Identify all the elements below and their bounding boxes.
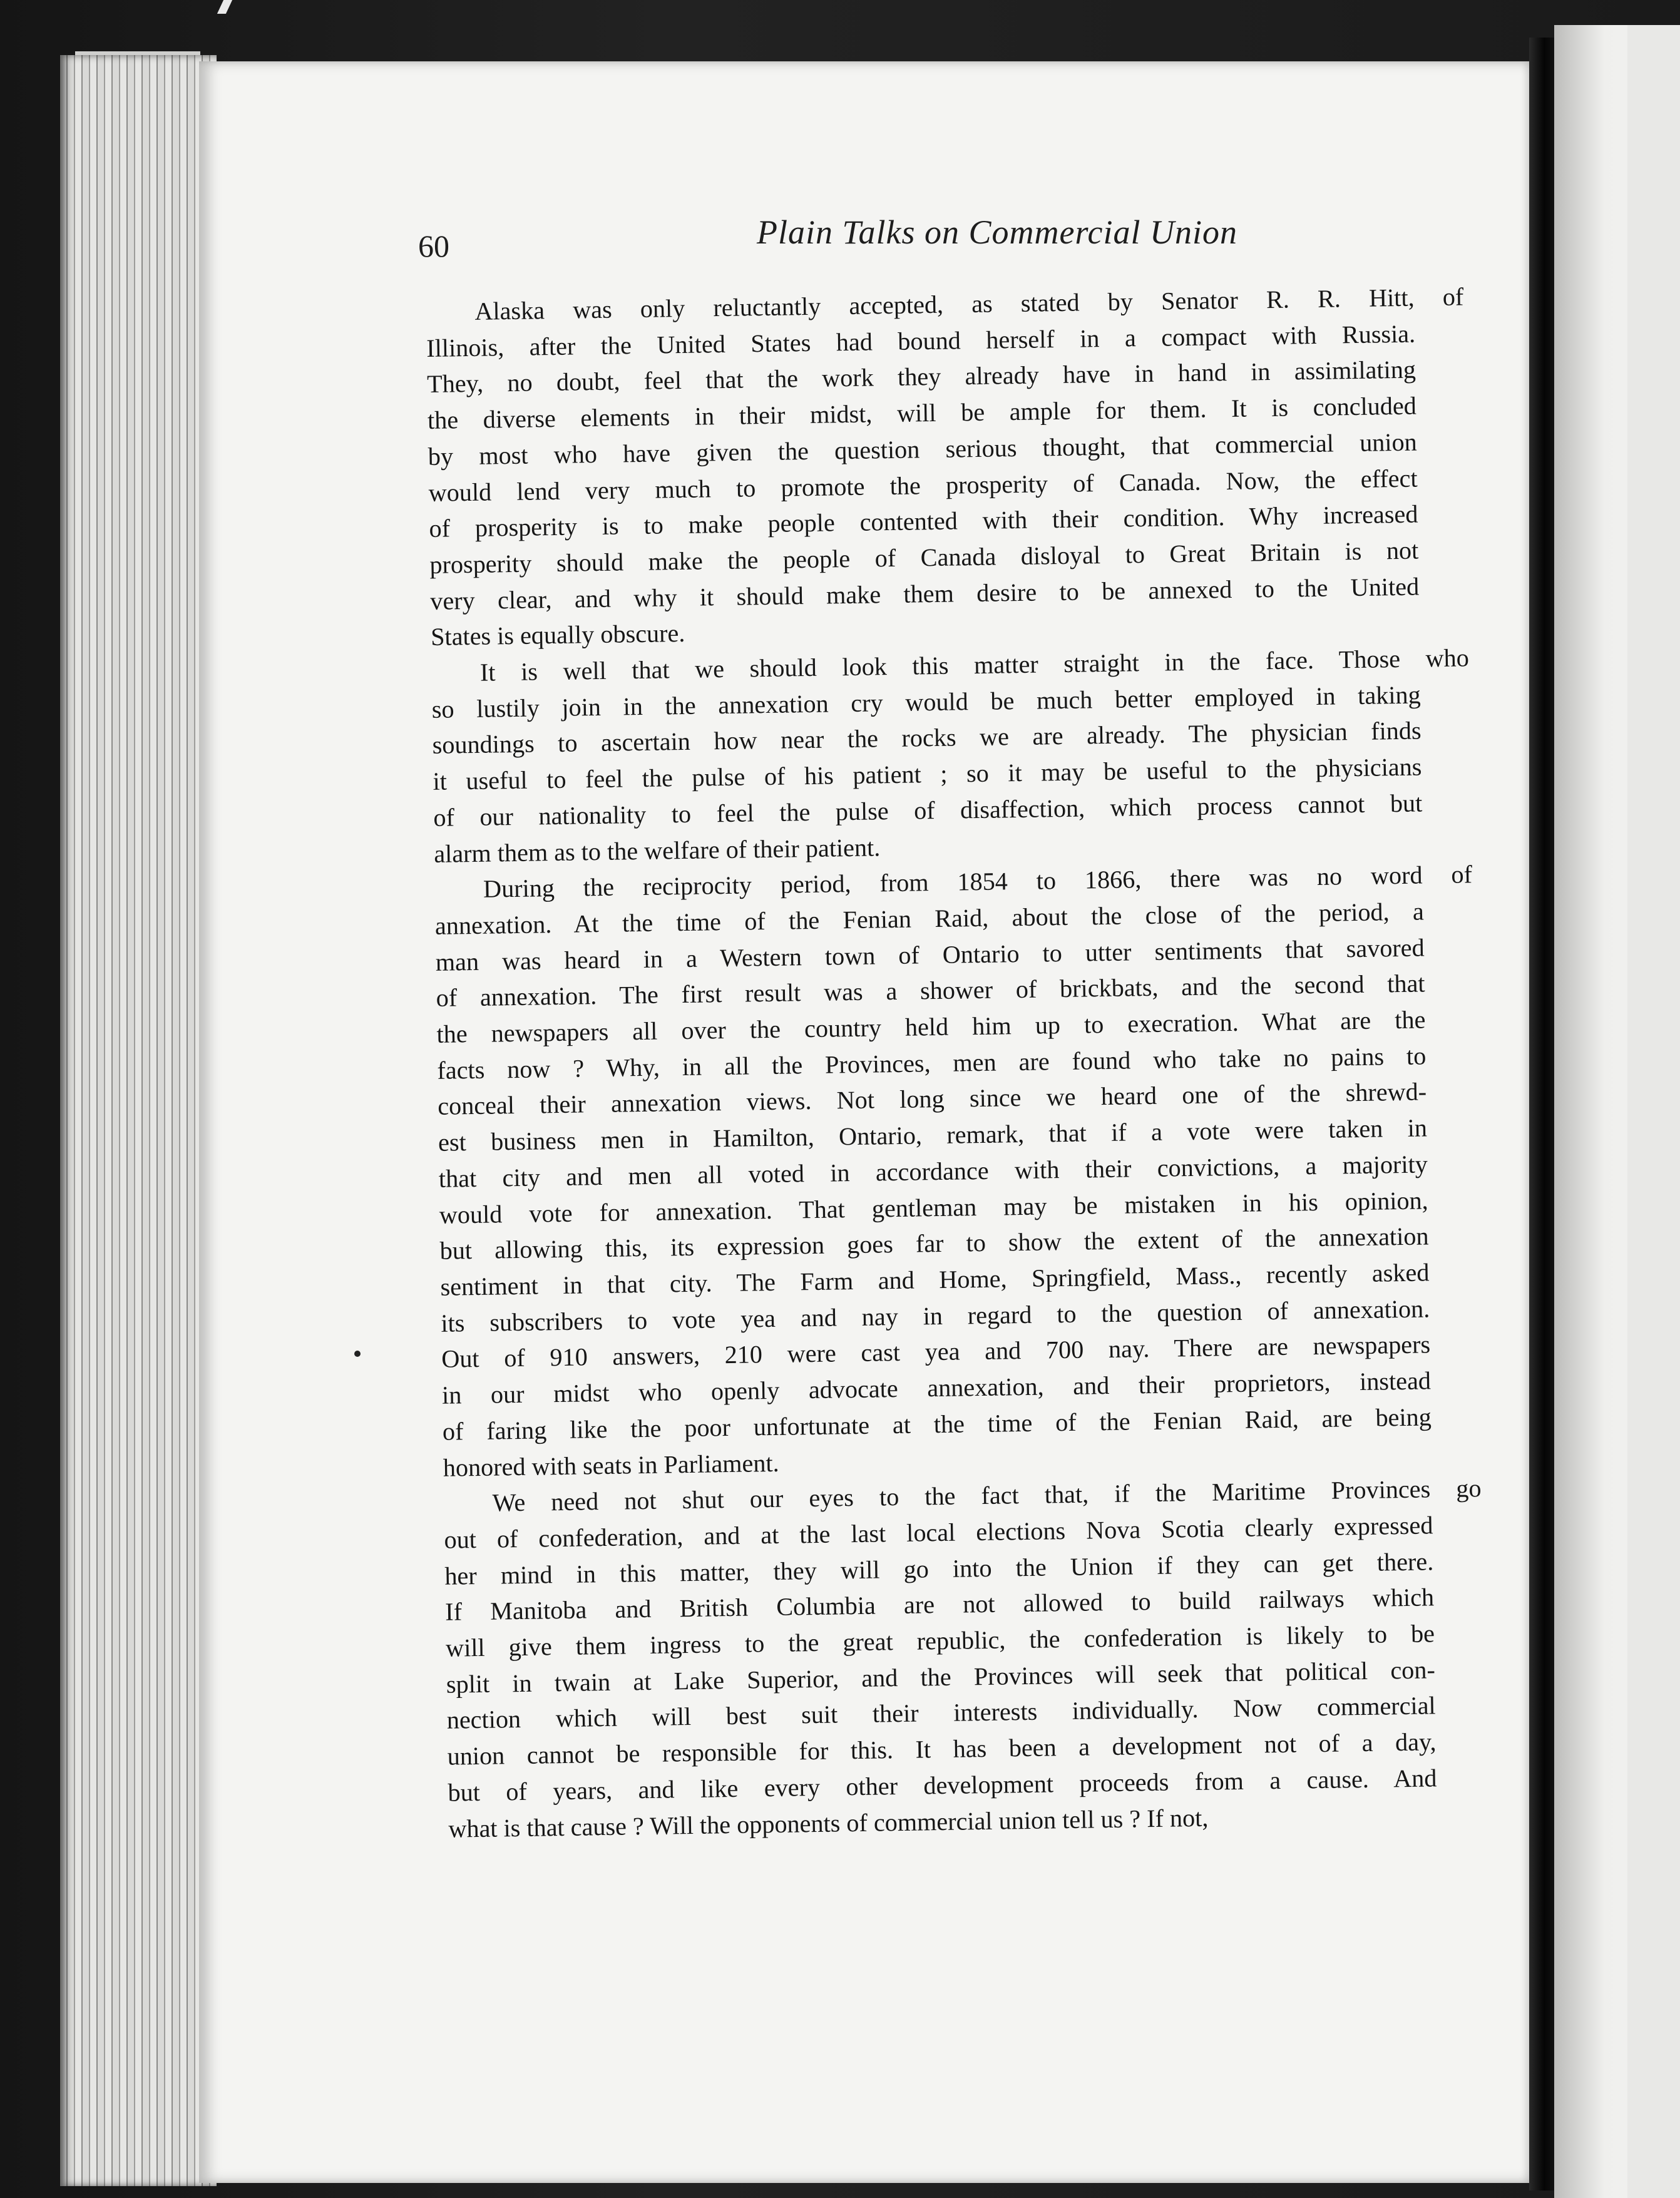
- text-line: of prosperity is to make people contented with their condition. Why increased: [429, 499, 1418, 543]
- text-line: prosperity should make the people of Canada disloyal to Great Britain is not: [429, 536, 1419, 579]
- text-line: of faring like the poor unfortunate at the time of the Fenian Raid, are being: [442, 1403, 1432, 1446]
- text-line: nection which will best suit their interests individually. Now commercial: [446, 1691, 1436, 1735]
- book-gutter: [1529, 38, 1554, 2190]
- text-line: Alaska was only reluctantly accepted, as stated by Senator R. R. Hitt, of: [474, 282, 1464, 325]
- text-line: During the reciprocity period, from 1854 to 1866, there was no word of: [483, 860, 1473, 903]
- text-line: of our nationality to feel the pulse of disaffection, which process cannot but: [433, 789, 1423, 832]
- text-line: of annexation. The first result was a shower of brickbats, and the second that: [436, 969, 1425, 1013]
- book-page-edges: [60, 55, 217, 2186]
- text-line: the diverse elements in their midst, will be ample for them. It is concluded: [427, 391, 1417, 435]
- text-line: union cannot be responsible for this. It has been a development not of a day,: [447, 1727, 1437, 1771]
- text-line: honored with seats in Parliament.: [443, 1448, 779, 1482]
- text-line: annexation. At the time of the Fenian Raid, about the close of the period, a: [434, 897, 1425, 940]
- text-line: alarm them as to the welfare of their patient.: [433, 832, 881, 868]
- text-line: States is equally obscure.: [430, 619, 685, 652]
- text-line: man was heard in a Western town of Ontario to utter sentiments that savored: [435, 933, 1425, 976]
- text-line: Illinois, after the United States had bound herself in a compact with Russia.: [426, 319, 1416, 362]
- text-line: it useful to feel the pulse of his patient ; so it may be useful to the physicians: [433, 752, 1422, 796]
- paragraph: [431, 641, 1470, 872]
- text-line: It is well that we should look this matter straight in the face. Those who: [479, 643, 1470, 687]
- page-header: [418, 213, 1420, 269]
- text-line: in our midst who openly advocate annexation, and their proprietors, instead: [441, 1366, 1432, 1409]
- running-title: Plain Talks on Commercial Union: [756, 213, 1237, 251]
- text-line: We need not shut our eyes to the fact that, if the Maritime Provinces go: [492, 1474, 1482, 1517]
- paragraph: [426, 280, 1464, 655]
- text-line: will give them ingress to the great republic, the confederation is likely to be: [445, 1619, 1435, 1662]
- body-text: [426, 280, 1482, 1847]
- text-line: so lustily join in the annexation cry would be much better employed in taking: [431, 680, 1421, 723]
- text-line: Out of 910 answers, 210 were cast yea and 700 nay. There are newspapers: [441, 1330, 1431, 1374]
- text-line: very clear, and why it should make them desire to be annexed to the United: [429, 572, 1420, 615]
- ink-speck: [354, 1351, 361, 1357]
- text-line: They, no doubt, feel that the work they already have in hand in assimilating: [426, 355, 1416, 399]
- text-line: by most who have given the question serious thought, that commercial union: [428, 427, 1418, 471]
- text-line: its subscribers to vote yea and nay in regard to the question of annexation.: [441, 1294, 1430, 1337]
- text-line: her mind in this matter, they will go into the Union if they can get there.: [444, 1546, 1434, 1590]
- text-line: soundings to ascertain how near the rocks we are already. The physician finds: [432, 716, 1421, 760]
- text-line: but allowing this, its expression goes far to show the extent of the annexation: [439, 1222, 1429, 1265]
- text-line: but of years, and like every other development proceeds from a cause. And: [448, 1764, 1437, 1807]
- text-line: facts now ? Why, in all the Provinces, men are found who take no pains to: [437, 1041, 1426, 1085]
- paragraph: [434, 857, 1473, 1486]
- text-line: what is that cause ? Will the opponents of commercial union tell us ? If not,: [448, 1803, 1209, 1843]
- facing-page-edge: [1627, 25, 1680, 2198]
- paragraph: [443, 1471, 1482, 1847]
- text-line: would lend very much to promote the prosperity of Canada. Now, the effect: [428, 464, 1418, 507]
- text-line: that city and men all voted in accordance with their convictions, a majority: [438, 1150, 1428, 1193]
- text-line: If Manitoba and British Columbia are not allowed to build railways which: [444, 1583, 1435, 1627]
- page-number: 60: [418, 228, 449, 263]
- text-line: the newspapers all over the country held him up to execration. What are the: [436, 1005, 1426, 1048]
- text-line: est business men in Hamilton, Ontario, remark, that if a vote were taken in: [438, 1113, 1428, 1157]
- text-line: conceal their annexation views. Not long since we heard one of the shrewd-: [437, 1077, 1427, 1121]
- text-line: split in twain at Lake Superior, and the Provinces will seek that political con-: [446, 1655, 1436, 1699]
- text-line: out of confederation, and at the last local elections Nova Scotia clearly expressed: [444, 1511, 1433, 1554]
- text-line: sentiment in that city. The Farm and Home, Springfield, Mass., recently asked: [440, 1258, 1430, 1301]
- text-line: would vote for annexation. That gentleman may be mistaken in his opinion,: [439, 1185, 1428, 1229]
